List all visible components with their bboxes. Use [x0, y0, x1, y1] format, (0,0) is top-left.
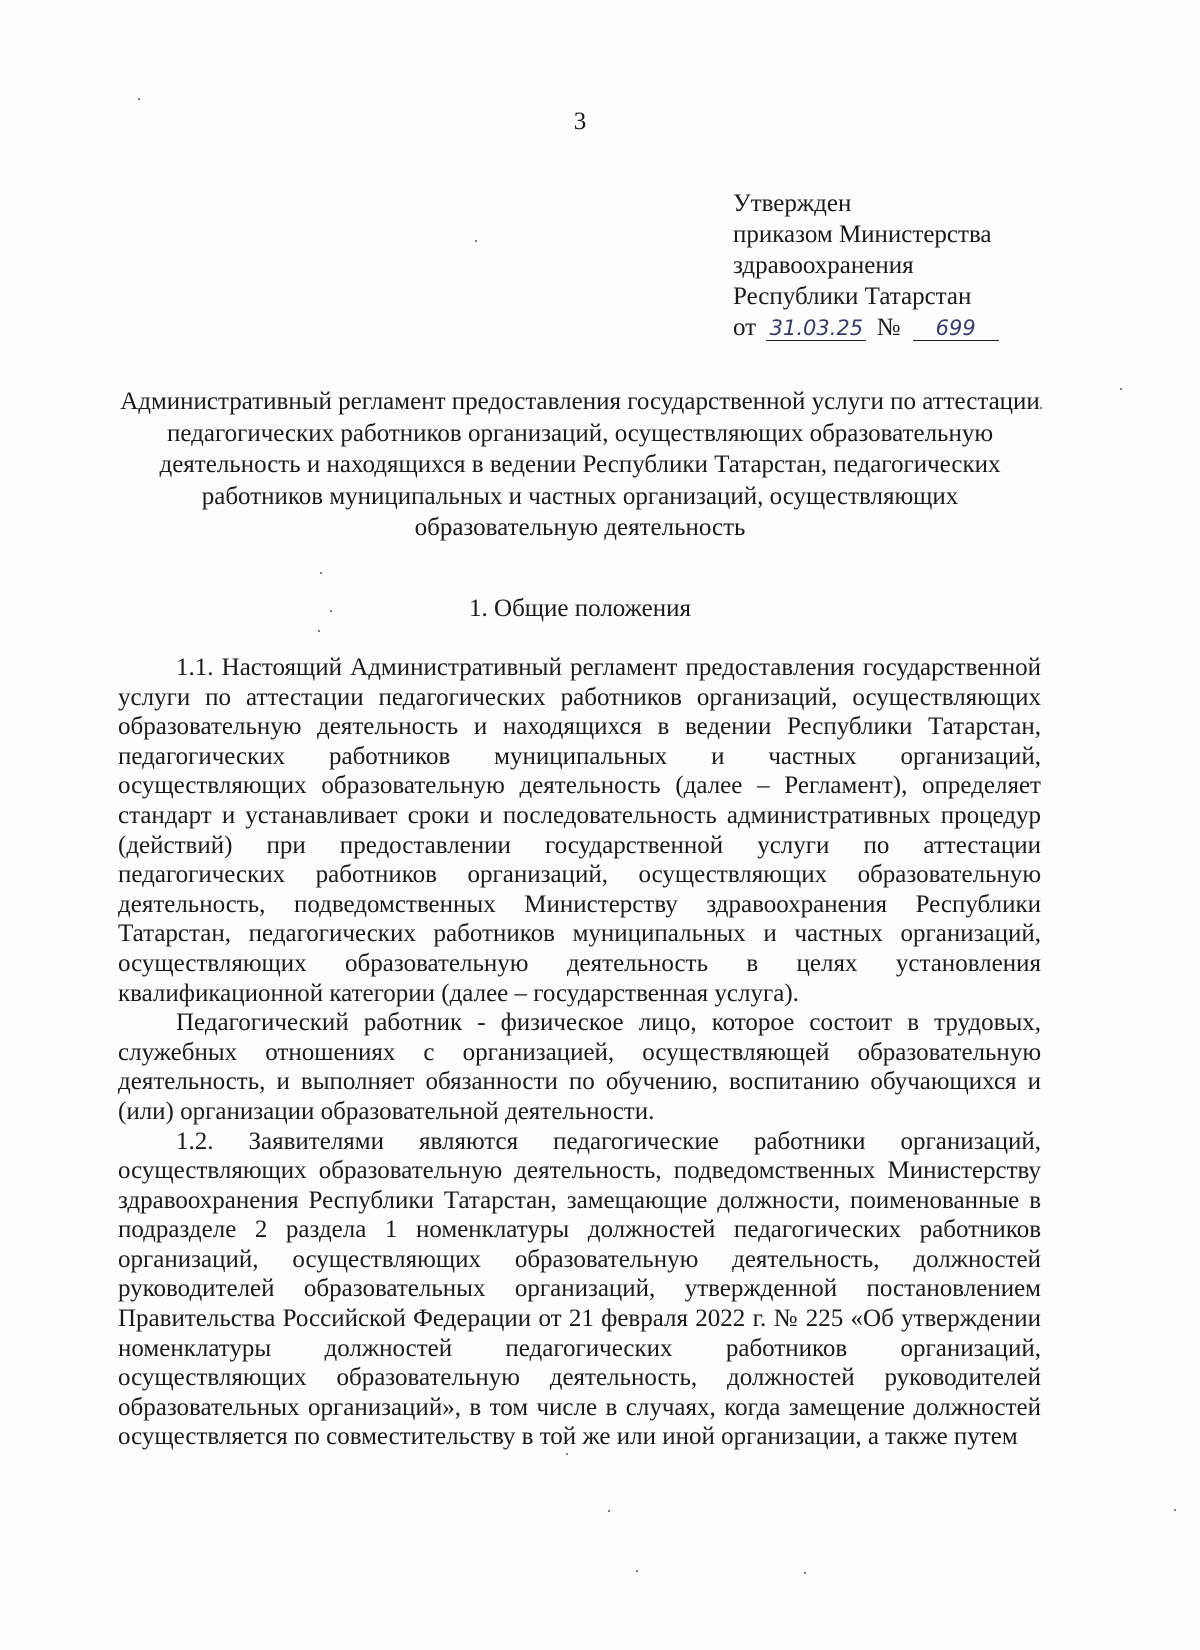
scan-speck: [1120, 388, 1122, 390]
scan-speck: [1174, 1509, 1176, 1511]
scan-speck: [804, 1572, 806, 1574]
scan-speck: [636, 1570, 638, 1572]
approval-line-republic: Республики Татарстан: [733, 283, 972, 310]
body-text: [118, 653, 1041, 1452]
number-sign: №: [876, 314, 901, 341]
scan-speck: [318, 630, 320, 632]
scan-speck: [566, 1453, 568, 1455]
scan-speck: [475, 240, 477, 242]
approval-line-approved: Утвержден: [733, 190, 852, 217]
approval-line-order: приказом Министерства: [733, 221, 992, 248]
approval-line-ministry: здравоохранения: [733, 252, 914, 279]
scan-speck: [330, 610, 332, 612]
approval-stamp-block: [733, 188, 999, 343]
paragraph-1-1: 1.1. Настоящий Административный регламент предоставления государственной услуги по аттестации педагогических работников организаций, осуществляющих образовательную деятельность и находящихся в ведении Республики Татарстан, педагогических работников муниципальных и частных организаций, осуществляющих образовательную деятельность (далее – Регламент), определяет стандарт и устанавливает сроки и последовательность административных процедур (действий) при предоставлении государственной услуги по аттестации педагогических работников организаций, осуществляющих образовательную деятельность, подведомственных Министерству здравоохранения Республики Татарстан, педагогических работников муниципальных и частных организаций, осуществляющих образовательную деятельность в целях установления квалификационной категории (далее – государственная услуга).: [118, 654, 1041, 1007]
paragraph-definition: Педагогический работник - физическое лицо, которое состоит в трудовых, служебных отношениях с организацией, осуществляющей образовательную деятельность, и выполняет обязанности по обучению, воспитанию обучающихся и (или) организации образовательной деятельности.: [118, 1009, 1041, 1125]
paragraph-1-2: 1.2. Заявителями являются педагогические работники организаций, осуществляющих образовательную деятельность, подведомственных Министерству здравоохранения Республики Татарстан, замещающие должности, поименованные в подразделе 2 раздела 1 номенклатуры должностей педагогических работников организаций, осуществляющих образовательную деятельность, должностей руководителей образовательных организаций, утвержденной постановлением Правительства Российской Федерации от 21 февраля 2022 г. № 225 «Об утверждении номенклатуры должностей педагогических работников организаций, осуществляющих образовательную деятельность, должностей руководителей образовательных организаций», в том числе в случаях, когда замещение должностей осуществляется по совместительству в той же или иной организации, а также путем: [118, 1127, 1041, 1451]
document-title: Административный регламент предоставления государственной услуги по аттестации педагогических работников организаций, осуществляющих образовательную деятельность и находящихся в ведении Республики Татарстан, педагогических работников муниципальных и частных организаций, осуществляющих образовательную деятельность: [120, 388, 1040, 541]
date-prefix: от: [733, 314, 757, 341]
scan-speck: [608, 1510, 610, 1512]
approval-line-date-number: [733, 312, 999, 343]
scan-speck: [1040, 407, 1042, 409]
section-heading: 1. Общие положения: [469, 595, 691, 622]
scan-speck: [138, 98, 140, 100]
handwritten-date: 31.03.25: [766, 316, 866, 341]
handwritten-number: 699: [913, 316, 999, 341]
page-number: 3: [573, 108, 587, 135]
scan-speck: [320, 572, 322, 574]
